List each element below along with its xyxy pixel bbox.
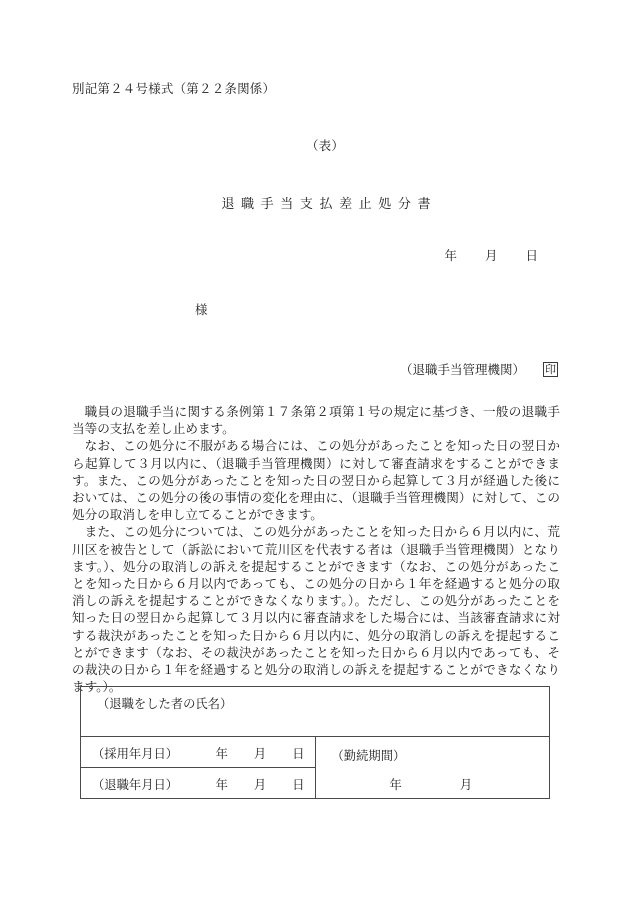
cell-retire-date[interactable] [81,768,316,799]
date-month-label: 月 [484,248,498,263]
cell-hire-date[interactable] [81,737,316,768]
date-day-label: 日 [525,248,538,263]
body-paragraph-2: なお、この処分に不服がある場合には、この処分があったことを知った日の翌日から起算して３月以内に、（退職手当管理機関）に対して審査請求をすることができます。また、この処分があったことを知った日の翌日から起算して３月が経過した後においては、この処分の後の事情の変化を理由に、（退職手当管理機関）に対して、この処分の取消しを申し立てることができます。 [72,438,560,523]
retire-month-label: 月 [253,778,267,792]
retiree-name-label: （退職をした者の氏名） [97,697,233,711]
service-period-label: （勤続期間） [331,749,406,763]
retire-day-label: 日 [292,778,305,792]
cell-service-period[interactable] [315,737,550,799]
table-row-hire-date [81,737,550,768]
body-paragraph-1: 職員の退職手当に関する条例第１７条第２項第１号の規定に基づき、一般の退職手当等の支払を差し止めます。 [72,404,560,437]
retire-date-ymd [216,775,305,793]
addressee-honorific: 様 [195,302,208,317]
body-text [72,403,560,695]
service-year-label: 年 [389,778,402,792]
body-paragraph-3: また、この処分については、この処分があったことを知った日から６月以内に、荒川区を被告として（訴訟において荒川区を代表する者は（退職手当管理機関）となります。）、処分の取消しの訴えを提起することができます（なお、この処分があったことを知った日から６月以内であっても、この処分の日から１年を経過すると処分の取消しの訴えを提起することができなくなります。）。ただし、この処分があったことを知った日の翌日から起算して３月以内に審査請求をした場合には、当該審査請求に対する裁決があったことを知った日から６月以内に、処分の取消しの訴えを提起することができます（なお、その裁決があったことを知った日から６月以内であっても、その裁決の日から１年を経過すると処分の取消しの訴えを提起することができなくなります。）。 [72,524,560,695]
retire-year-label: 年 [215,778,228,792]
service-period-ym [390,775,473,793]
issuer-line [0,360,630,378]
table-row-name [81,687,550,737]
page-title: 退職手当支払差止処分書 [221,197,438,212]
retire-date-label: （退職年月日） [92,778,179,792]
date-year-label: 年 [444,248,457,263]
hire-year-label: 年 [215,747,228,761]
service-month-label: 月 [459,778,473,792]
form-number: 別記第２４号様式（第２２条関係） [72,81,276,96]
issuer-label: （退職手当管理機関） [399,362,525,377]
seal-stamp-box: 印 [545,363,556,376]
cell-retiree-name[interactable] [81,687,550,737]
side-marker: （表） [305,138,345,153]
hire-month-label: 月 [253,747,267,761]
hire-date-ymd [216,744,305,762]
issue-date-line [0,246,630,264]
hire-day-label: 日 [292,747,305,761]
retiree-info-table [80,686,550,799]
hire-date-label: （採用年月日） [92,747,179,761]
